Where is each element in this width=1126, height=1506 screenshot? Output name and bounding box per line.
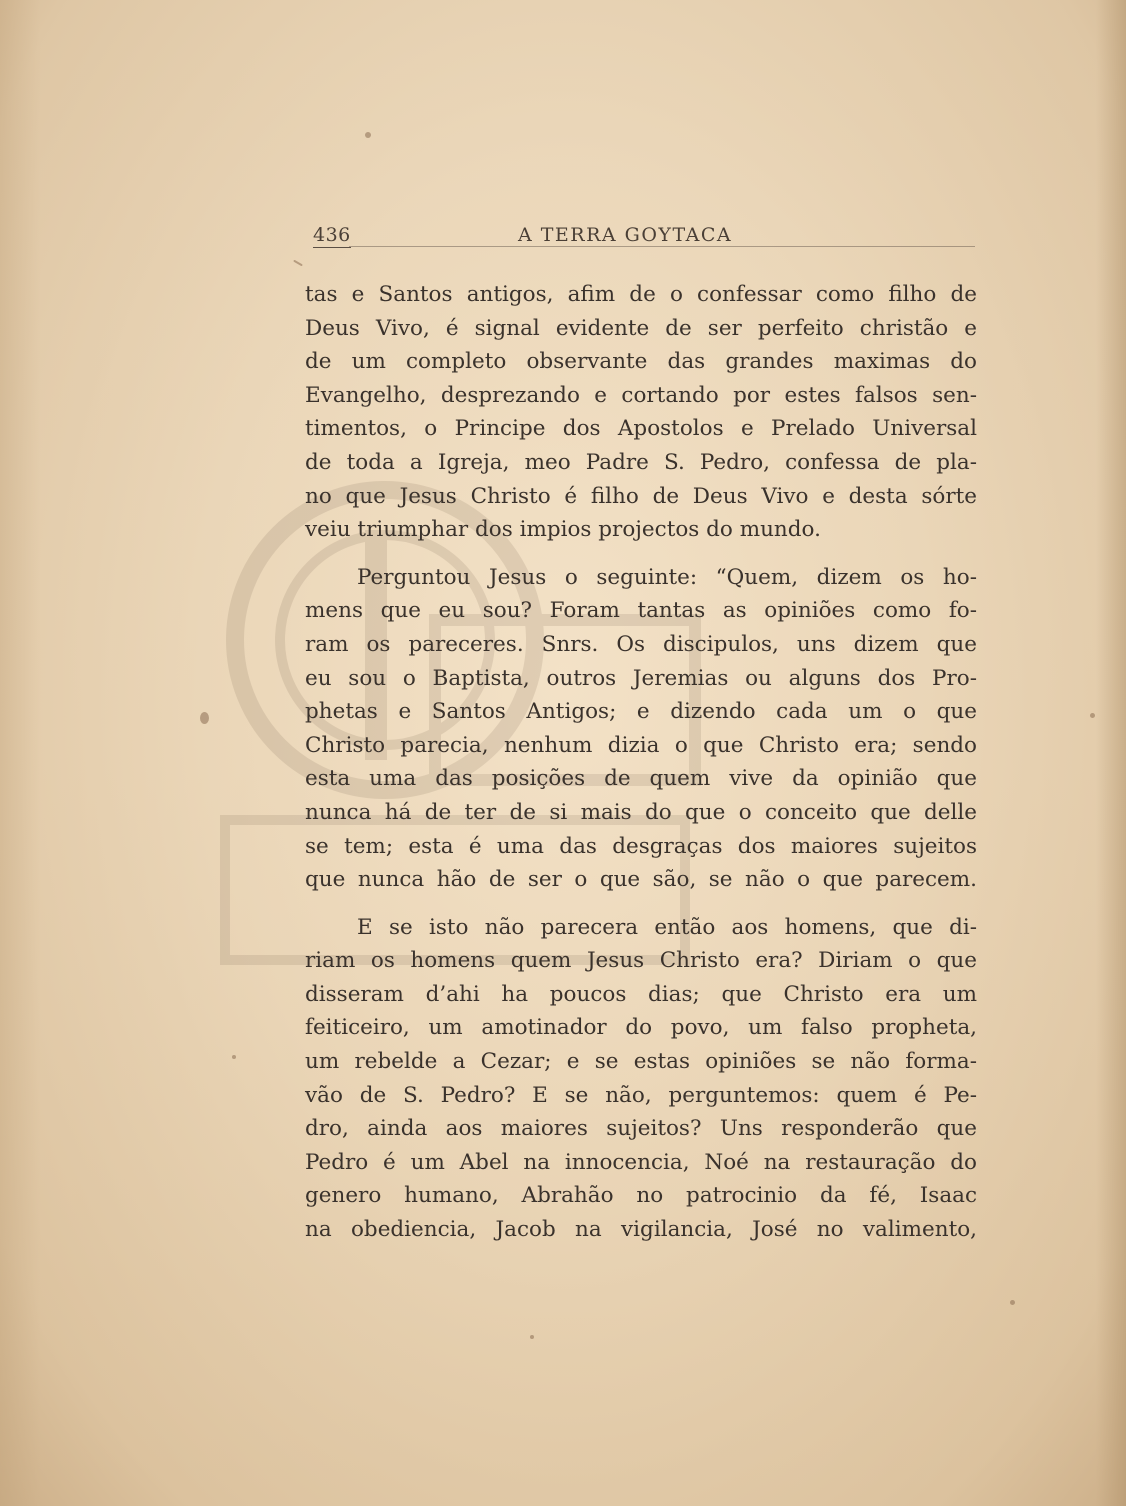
- paragraph: [305, 911, 977, 1247]
- text-line: no que Jesus Christo é filho de Deus Vivo e desta sórte: [305, 483, 977, 509]
- paragraph: [305, 561, 977, 897]
- page-number: 436: [313, 224, 351, 246]
- text-line: feiticeiro, um amotinador do povo, um falso propheta,: [305, 1015, 977, 1041]
- text-line: na obediencia, Jacob na vigilancia, José no valimento,: [305, 1217, 977, 1243]
- text-line: Perguntou Jesus o seguinte: “Quem, dizem os ho-: [357, 564, 977, 590]
- body-text: [305, 278, 977, 1247]
- page-shadow-left: [0, 0, 40, 1506]
- text-line: ram os pareceres. Snrs. Os discipulos, uns dizem que: [305, 631, 977, 657]
- page-header: [313, 224, 975, 256]
- text-line: esta uma das posições de quem vive da opinião que: [305, 766, 977, 792]
- header-rule: [349, 246, 975, 247]
- text-line: que nunca hão de ser o que são, se não o que parecem.: [305, 867, 977, 893]
- text-line: dro, ainda aos maiores sujeitos? Uns responderão que: [305, 1116, 977, 1142]
- text-line: de um completo observante das grandes maximas do: [305, 349, 977, 375]
- text-line: de toda a Igreja, meo Padre S. Pedro, confessa de pla-: [305, 449, 977, 475]
- text-line: eu sou o Baptista, outros Jeremias ou alguns dos Pro-: [305, 665, 977, 691]
- paper-speck: [530, 1335, 534, 1339]
- text-line: um rebelde a Cezar; e se estas opiniões se não forma-: [305, 1049, 977, 1075]
- text-line: nunca há de ter de si mais do que o conceito que delle: [305, 799, 977, 825]
- paper-speck: [293, 260, 303, 267]
- text-line: Christo parecia, nenhum dizia o que Christo era; sendo: [305, 732, 977, 758]
- text-line: tas e Santos antigos, afim de o confessar como filho de: [305, 282, 977, 307]
- page-shadow-right: [1096, 0, 1126, 1506]
- text-line: veiu triumphar dos impios projectos do mundo.: [305, 517, 821, 543]
- text-line: mens que eu sou? Foram tantas as opiniões como fo-: [305, 598, 977, 624]
- text-line: Deus Vivo, é signal evidente de ser perfeito christão e: [305, 315, 977, 341]
- text-line: genero humano, Abrahão no patrocinio da fé, Isaac: [305, 1183, 977, 1209]
- text-line: timentos, o Principe dos Apostolos e Prelado Universal: [305, 416, 977, 442]
- paper-speck: [232, 1055, 236, 1059]
- text-line: Evangelho, desprezando e cortando por estes falsos sen-: [305, 382, 977, 408]
- text-line: phetas e Santos Antigos; e dizendo cada um o que: [305, 699, 977, 725]
- text-line: disseram d’ahi ha poucos dias; que Christo era um: [305, 981, 977, 1007]
- paper-speck: [365, 132, 371, 138]
- text-line: Pedro é um Abel na innocencia, Noé na restauração do: [305, 1149, 977, 1175]
- text-line: se tem; esta é uma das desgraças dos maiores sujeitos: [305, 833, 977, 859]
- paper-speck: [200, 712, 209, 724]
- paper-speck: [1010, 1300, 1015, 1305]
- text-line: riam os homens quem Jesus Christo era? Diriam o que: [305, 948, 977, 974]
- text-line: vão de S. Pedro? E se não, perguntemos: quem é Pe-: [305, 1082, 977, 1108]
- running-title: A TERRA GOYTACA: [518, 224, 733, 246]
- paragraph: [305, 278, 977, 547]
- text-line: E se isto não parecera então aos homens, que di-: [357, 914, 977, 940]
- paper-speck: [1090, 713, 1095, 718]
